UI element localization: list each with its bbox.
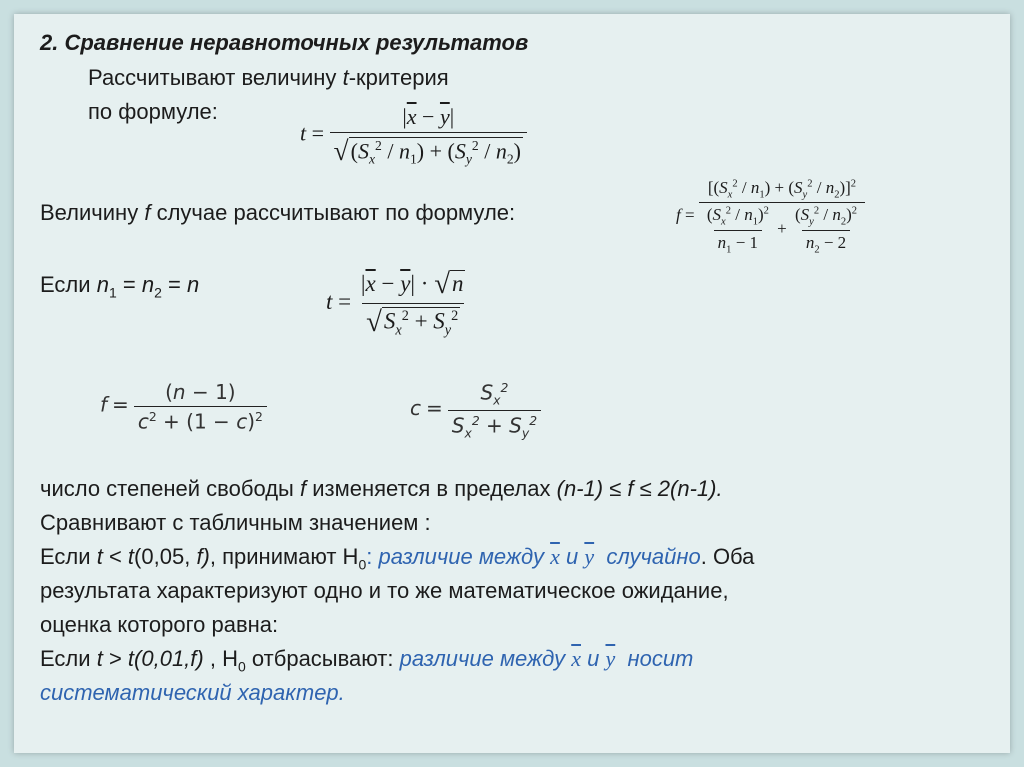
accept-t: t: [96, 544, 103, 569]
accept-h: , принимают H: [209, 544, 359, 569]
accept-random: случайно: [606, 544, 701, 569]
accept-lt: <: [108, 544, 122, 569]
f-line-post: случае рассчитывают по формуле:: [156, 200, 516, 225]
equal-n1: n: [96, 272, 109, 297]
equal-eq1: =: [116, 272, 142, 297]
y-bar-symbol-2: $\overline{y}$: [605, 646, 616, 671]
f-formula-line: [40, 200, 515, 226]
reject-gt: >: [108, 646, 122, 671]
equal-sub2: 2: [154, 284, 162, 301]
accept-colon: :: [366, 544, 373, 569]
reject-t: t: [96, 646, 103, 671]
accept-t2: t: [127, 544, 135, 569]
dof-pre: число степеней свободы: [40, 476, 294, 501]
y-bar-symbol: $\overline{y}$: [584, 544, 595, 569]
systematic-line: систематический характер.: [40, 680, 345, 705]
intro-text-end: -критерия: [348, 65, 449, 90]
reject-arg: t(0,01,f): [127, 646, 204, 671]
intro-line-1: [88, 65, 449, 91]
reject-h: , H: [209, 646, 238, 671]
reject-pre: Если: [40, 646, 91, 671]
accept-pre: Если: [40, 544, 91, 569]
accept-h-sub: 0: [358, 556, 367, 573]
accept-and: и: [565, 544, 579, 569]
f-line-pre: Величину: [40, 200, 139, 225]
compare-table-line: Сравнивают с табличным значением :: [40, 510, 431, 535]
equal-eq2: =: [161, 272, 187, 297]
formula-t-equal: t = $\frac{|\overline{x} - \overline{y}| \cdot √n}{√S_x^2 + S_y^2}$: [326, 268, 464, 339]
x-bar-symbol: $\overline{x}$: [550, 544, 560, 569]
reject-h-sub: 0: [237, 658, 246, 675]
intro-line-2: по формуле:: [88, 99, 218, 124]
equal-sub1: 1: [108, 284, 117, 301]
equal-pre: Если: [40, 272, 91, 297]
equal-n-condition: [40, 272, 199, 300]
intro-t-var: t: [342, 65, 349, 90]
dof-var: f: [299, 476, 307, 501]
slide-heading: 2. Сравнение неравноточных результатов: [40, 30, 529, 55]
formula-f-equal: f = $\frac{(n - 1)}{c^2 + (1 - c)^2}$: [100, 380, 267, 434]
reject-blue: различие между: [399, 646, 566, 671]
accept-post: . Оба: [700, 544, 755, 569]
dof-post: изменяется в пределах: [312, 476, 551, 501]
reject-carries: носит: [627, 646, 694, 671]
accept-blue: различие между: [378, 544, 544, 569]
degrees-of-freedom-line: [40, 476, 723, 502]
intro-text: Рассчитывают величину: [88, 65, 337, 90]
reject-post: отбрасывают:: [251, 646, 394, 671]
estimate-line: оценка которого равна:: [40, 612, 279, 637]
f-line-var: f: [144, 200, 151, 225]
equal-n: n: [186, 272, 200, 297]
x-bar-symbol-2: $\overline{x}$: [571, 646, 581, 671]
formula-c: c = $\frac{S_x^2}{S_x^2 + S_y^2}$: [410, 380, 541, 440]
accept-f: f): [196, 544, 210, 569]
formula-t-unequal: t = $\frac{|\overline{x} - \overline{y}|}{√(S_x^2 / n_1) + (S_y^2 / n_2)}$: [300, 104, 527, 167]
same-expectation-line: результата характеризуют одно и то же математическое ожидание,: [40, 578, 729, 603]
reject-h0-line: [40, 646, 693, 674]
formula-f-degrees: f = $[(S_x^2 / n_1) + (S_y^2 / n_2)]^2$ $\frac{(S_x^2 / n_1)^2}{n_1 - 1}$ + $\frac{(S_y^2 / n_2)^2}{n_2 - 2}$: [676, 178, 865, 255]
accept-h0-line: [40, 544, 754, 572]
equal-n2: n: [141, 272, 155, 297]
dof-range: (n-1) ≤ f ≤ 2(n-1).: [556, 476, 723, 501]
accept-args: (0,05,: [134, 544, 191, 569]
reject-and: и: [587, 646, 600, 671]
